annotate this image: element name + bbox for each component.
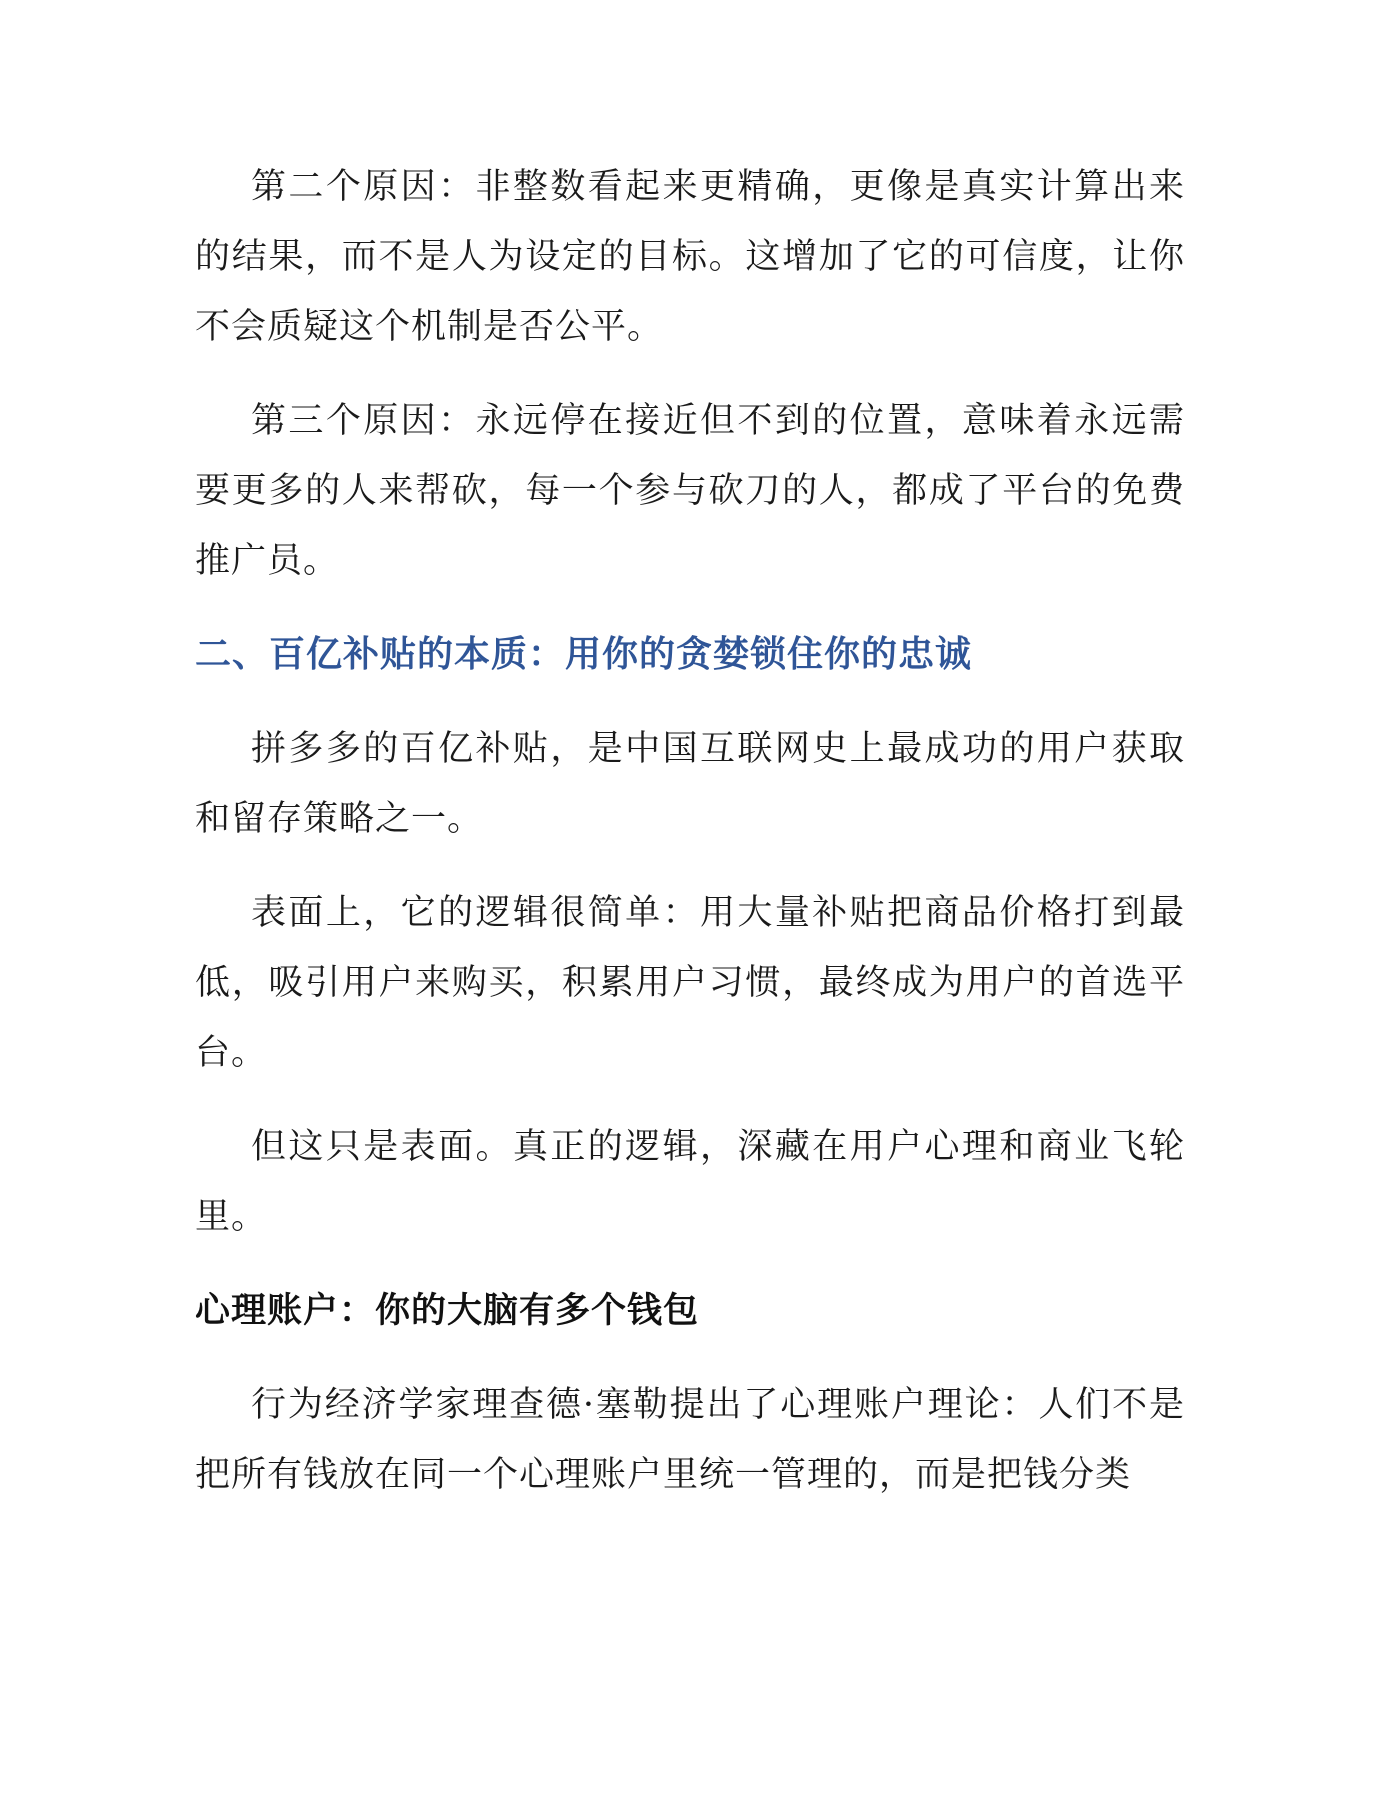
- paragraph-surface-logic: 表面上，它的逻辑很简单：用大量补贴把商品价格打到最低，吸引用户来购买，积累用户习惯，最终成为用户的首选平台。: [195, 893, 1185, 1073]
- subheading-mental-accounting: 心理账户：你的大脑有多个钱包: [195, 1291, 700, 1331]
- paragraph-reason-two: 第二个原因：非整数看起来更精确，更像是真实计算出来的结果，而不是人为设定的目标。这增加了它的可信度，让你不会质疑这个机制是否公平。: [195, 167, 1185, 347]
- section-heading: 二、百亿补贴的本质：用你的贪婪锁住你的忠诚: [195, 634, 973, 675]
- paragraph-mental-accounting: 行为经济学家理查德·塞勒提出了心理账户理论：人们不是把所有钱放在同一个心理账户里统一管理的，而是把钱分类: [195, 1385, 1185, 1495]
- document-body: [195, 152, 1185, 1534]
- paragraph-reason-three: 第三个原因：永远停在接近但不到的位置，意味着永远需要更多的人来帮砍，每一个参与砍刀的人，都成了平台的免费推广员。: [195, 401, 1185, 581]
- paragraph-subsidy-intro: 拼多多的百亿补贴，是中国互联网史上最成功的用户获取和留存策略之一。: [195, 729, 1185, 839]
- paragraph-real-logic: 但这只是表面。真正的逻辑，深藏在用户心理和商业飞轮里。: [195, 1127, 1185, 1237]
